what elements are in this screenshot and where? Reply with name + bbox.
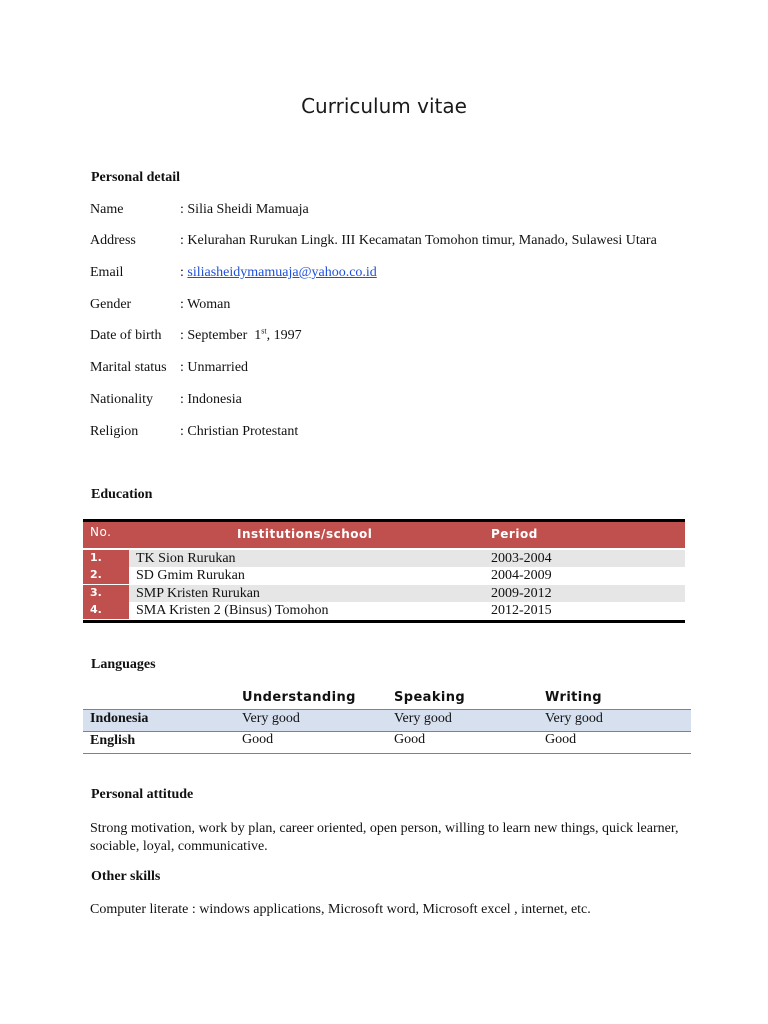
attitude-text-line-2: sociable, loyal, communicative.	[90, 839, 268, 854]
period-cell: 2004-2009	[491, 568, 552, 583]
column-header-no: No.	[90, 525, 112, 539]
religion-label: Religion	[90, 424, 139, 439]
row-number-cell	[83, 550, 129, 567]
row-number-cell	[83, 602, 129, 619]
row-number: 4.	[90, 603, 102, 616]
personal-attitude-heading: Personal attitude	[91, 787, 194, 802]
institution-cell: SD Gmim Rurukan	[136, 568, 245, 583]
writing-level: Good	[545, 732, 577, 747]
institution-cell: SMA Kristen 2 (Binsus) Tomohon	[136, 603, 329, 618]
institution-cell: TK Sion Rurukan	[136, 551, 236, 566]
email-link[interactable]: siliasheidymamuaja@yahoo.co.id	[187, 265, 377, 280]
speaking-level: Very good	[394, 711, 452, 726]
language-name: Indonesia	[90, 711, 149, 726]
nationality-value: : Indonesia	[180, 392, 242, 407]
dob-ordinal: st	[261, 326, 267, 336]
education-heading: Education	[91, 487, 153, 502]
languages-table	[83, 690, 691, 754]
education-header-row	[83, 522, 685, 548]
period-cell: 2012-2015	[491, 603, 552, 618]
table-rule	[83, 731, 691, 732]
marital-status-value: : Unmarried	[180, 360, 249, 375]
column-header-institution: Institutions/school	[237, 527, 373, 541]
header-divider	[83, 548, 685, 549]
marital-status-label: Marital status	[90, 360, 167, 375]
language-name: English	[90, 733, 136, 748]
column-header-writing: Writing	[545, 690, 603, 705]
address-label: Address	[90, 233, 136, 248]
table-row	[83, 585, 685, 602]
table-rule	[83, 709, 691, 710]
attitude-text-line-1: Strong motivation, work by plan, career oriented, open person, willing to learn new things, quick learner,	[90, 821, 679, 836]
row-number: 3.	[90, 586, 102, 599]
name-value: : Silia Sheidi Mamuaja	[180, 202, 309, 217]
understanding-level: Good	[242, 732, 274, 747]
dob-day: : September 1	[180, 328, 262, 343]
name-label: Name	[90, 202, 124, 217]
table-rule	[83, 753, 691, 754]
email-label: Email	[90, 265, 124, 280]
row-number: 1.	[90, 551, 102, 564]
table-row	[83, 550, 685, 567]
understanding-level: Very good	[242, 711, 300, 726]
table-row	[83, 567, 685, 584]
gender-label: Gender	[90, 297, 132, 312]
gender-value: : Woman	[180, 297, 231, 312]
period-cell: 2009-2012	[491, 586, 552, 601]
nationality-label: Nationality	[90, 392, 153, 407]
period-cell: 2003-2004	[491, 551, 552, 566]
date-of-birth-label: Date of birth	[90, 328, 162, 343]
other-skills-text: Computer literate : windows applications, Microsoft word, Microsoft excel , internet, etc.	[90, 902, 591, 917]
row-number-cell	[83, 567, 129, 584]
column-header-understanding: Understanding	[242, 690, 356, 705]
table-row	[83, 602, 685, 619]
row-number-cell	[83, 585, 129, 602]
personal-detail-heading: Personal detail	[91, 170, 181, 185]
other-skills-heading: Other skills	[91, 869, 161, 884]
column-header-speaking: Speaking	[394, 690, 466, 705]
speaking-level: Good	[394, 732, 426, 747]
dob-year: , 1997	[266, 328, 302, 343]
email-prefix: :	[180, 265, 188, 280]
institution-cell: SMP Kristen Rurukan	[136, 586, 260, 601]
education-table	[83, 519, 685, 624]
table-bottom-rule	[83, 620, 685, 623]
date-of-birth-value	[180, 328, 302, 344]
document-title: Curriculum vitae	[301, 94, 467, 118]
row-number: 2.	[90, 568, 102, 581]
languages-heading: Languages	[91, 657, 156, 672]
writing-level: Very good	[545, 711, 603, 726]
religion-value: : Christian Protestant	[180, 424, 299, 439]
email-value	[180, 265, 377, 281]
column-header-period: Period	[491, 527, 538, 541]
address-value: : Kelurahan Rurukan Lingk. III Kecamatan Tomohon timur, Manado, Sulawesi Utara	[180, 233, 657, 248]
